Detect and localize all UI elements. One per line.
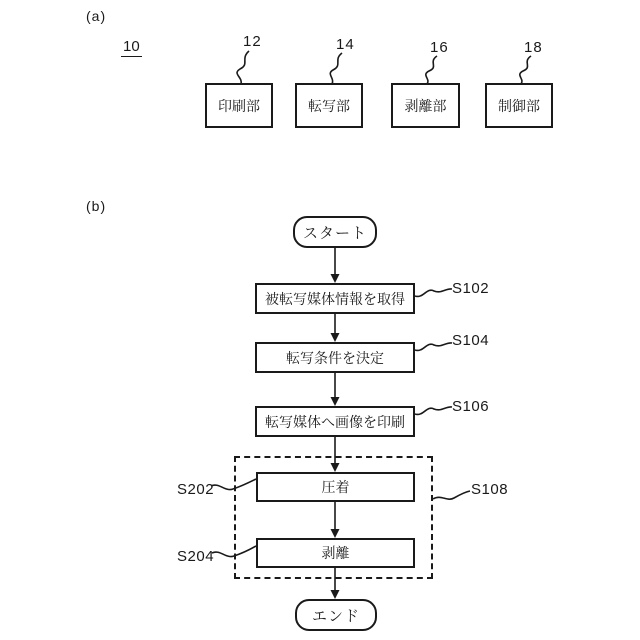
step-ref-s204: S204 xyxy=(177,548,215,565)
end-terminal: エンド xyxy=(295,599,377,631)
step-ref-s106: S106 xyxy=(452,398,490,415)
printing-unit-block: 印刷部 xyxy=(205,83,273,128)
step-s104-box: 転写条件を決定 xyxy=(255,342,415,373)
leader-line-14 xyxy=(330,53,342,84)
system-reference-number: 10 xyxy=(123,38,140,55)
transfer-unit-block: 転写部 xyxy=(295,83,363,128)
leader-line-16 xyxy=(426,56,437,84)
substep-s204-box: 剥離 xyxy=(256,538,415,568)
leader-line-s106 xyxy=(415,407,452,415)
step-ref-s102: S102 xyxy=(452,280,490,297)
leader-line-12 xyxy=(237,51,249,84)
step-ref-s108: S108 xyxy=(471,481,509,498)
ref-num-12: 12 xyxy=(243,33,262,50)
substep-s202-box: 圧着 xyxy=(256,472,415,502)
peeling-unit-block: 剥離部 xyxy=(391,83,460,128)
ref-num-14: 14 xyxy=(336,36,355,53)
part-b-label: (b) xyxy=(86,198,107,214)
part-a-label: (a) xyxy=(86,8,107,24)
ref-num-18: 18 xyxy=(524,39,543,56)
leader-line-18 xyxy=(520,56,531,84)
start-terminal: スタート xyxy=(293,216,377,248)
control-unit-block: 制御部 xyxy=(485,83,553,128)
step-s102-box: 被転写媒体情報を取得 xyxy=(255,283,415,314)
step-s106-box: 転写媒体へ画像を印刷 xyxy=(255,406,415,437)
step-ref-s202: S202 xyxy=(177,481,215,498)
step-ref-s104: S104 xyxy=(452,332,490,349)
leader-line-s108 xyxy=(433,491,470,499)
ref-num-16: 16 xyxy=(430,39,449,56)
leader-line-s104 xyxy=(415,343,452,351)
leader-line-s102 xyxy=(415,289,452,297)
